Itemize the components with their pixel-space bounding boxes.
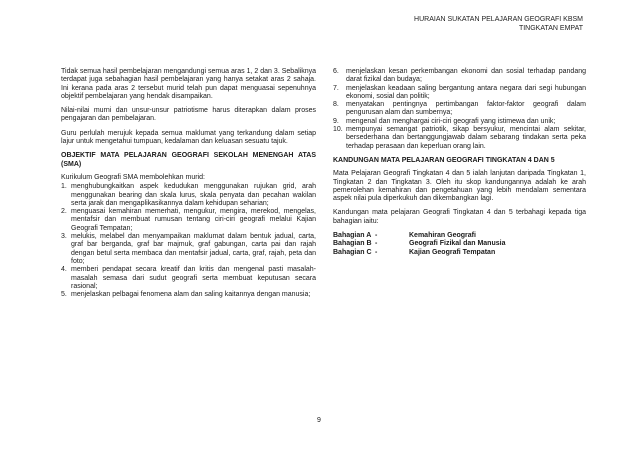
part-name: Kemahiran Geografi	[409, 232, 476, 240]
item-text: mempunyai semangat patriotik, sikap bersyukur, mencintai alam sekitar, bersederhana dan bertanggungjawab dalam sebarang tindakan serta peka terhadap perasaan dan keperluan orang lain.	[346, 126, 586, 150]
item-number: 1.	[61, 183, 67, 191]
part-row	[333, 232, 586, 240]
objective-list-continued	[333, 68, 586, 151]
list-item	[61, 208, 316, 233]
list-item	[333, 85, 586, 102]
item-number: 3.	[61, 233, 67, 241]
item-text: menjelaskan kesan perkembangan ekonomi dan sosial terhadap pandang darat fizikal dan budaya;	[346, 68, 586, 84]
paragraph: Tidak semua hasil pembelajaran mengandungi semua aras 1, 2 dan 3. Sebaliknya terdapat juga sebahagian hasil pembelajaran yang hanya setakat aras 2 sahaja. Ini kerana pada aras 2 tersebut murid telah pun dapat menguasai sepenuhnya objektif pembelajaran yang hendak disampaikan.	[61, 68, 316, 100]
list-item	[333, 68, 586, 85]
item-text: menjelaskan pelbagai fenomena alam dan saling kaitannya dengan manusia;	[71, 291, 311, 299]
left-column	[61, 68, 316, 305]
paragraph: Guru perlulah merujuk kepada semua maklumat yang terkandung dalam setiap lajur untuk mengetahui tumpuan, kedalaman dan keluasan sesuatu tajuk.	[61, 129, 316, 146]
part-dash: -	[375, 232, 378, 240]
objective-list	[61, 183, 316, 299]
list-item	[333, 101, 586, 118]
item-text: melukis, melabel dan menyampaikan maklumat dalam bentuk jadual, carta, graf bar berganda, graf bar majmuk, graf gabungan, carta pai dan rajah dengan betul serta membaca dan mentafsir jadual, carta, graf, rajah, peta dan foto;	[71, 233, 316, 265]
list-item	[333, 118, 586, 126]
item-text: menyatakan pentingnya pertimbangan faktor-faktor geografi dalam pengurusan alam dan sumbernya;	[346, 101, 586, 117]
item-text: menjelaskan keadaan saling bergantung antara negara dari segi hubungan ekonomi, sosial dan politik;	[346, 84, 586, 100]
item-number: 6.	[333, 68, 339, 75]
parts-list	[333, 232, 586, 257]
list-item	[61, 266, 316, 291]
item-text: memberi pendapat secara kreatif dan kritis dan mengenal pasti masalah-masalah semasa dari sudut geografi serta membuat keputusan secara rasional;	[71, 266, 316, 290]
header-title: HURAIAN SUKATAN PELAJARAN GEOGRAFI KBSM	[414, 16, 583, 23]
list-item	[61, 183, 316, 208]
part-label: Bahagian B	[333, 240, 372, 248]
part-dash: -	[375, 240, 378, 248]
paragraph: Kandungan mata pelajaran Geografi Tingkatan 4 dan 5 terbahagi kepada tiga bahagian iaitu:	[333, 209, 586, 225]
item-number: 7.	[333, 84, 339, 92]
page-header	[414, 16, 583, 33]
part-row	[333, 240, 586, 248]
item-number: 5.	[61, 291, 67, 299]
part-label: Bahagian A	[333, 232, 372, 240]
item-number: 4.	[61, 266, 67, 274]
paragraph: Mata Pelajaran Geografi Tingkatan 4 dan 5 ialah lanjutan daripada Tingkatan 1, Tingkatan 2 dan Tingkatan 3. Oleh itu skop kandungannya adalah ke arah pemerolehan kemahiran dan pengetahuan yang lebih mendalam sementara aspek nilai pula diperkukuh dan dikembangkan lagi.	[333, 170, 586, 203]
part-name: Kajian Geografi Tempatan	[409, 248, 496, 256]
part-row	[333, 249, 586, 257]
part-dash: -	[375, 248, 378, 256]
page-number: 9	[317, 417, 321, 424]
header-subtitle: TINGKATAN EMPAT	[518, 24, 583, 32]
part-name: Geografi Fizikal dan Manusia	[409, 240, 506, 248]
item-number: 2.	[61, 208, 67, 216]
item-text: mengenal dan menghargai ciri-ciri geografi yang istimewa dan unik;	[346, 117, 556, 125]
paragraph: Nilai-nilai murni dan unsur-unsur patriotisme harus diterapkan dalam proses pengajaran dan pembelajaran.	[61, 107, 316, 123]
item-number: 9.	[333, 117, 339, 125]
part-label: Bahagian C	[333, 248, 372, 256]
item-text: menguasai kemahiran memerhati, mengukur, mengira, merekod, mengelas, mentafsir dan membuat rumusan tentang ciri-ciri geografi melalui Kajian Geografi Tempatan;	[71, 208, 316, 232]
right-column	[333, 68, 586, 257]
section-heading: KANDUNGAN MATA PELAJARAN GEOGRAFI TINGKATAN 4 DAN 5	[333, 156, 555, 164]
list-intro: Kurikulum Geografi SMA membolehkan murid:	[61, 173, 205, 181]
list-item	[61, 291, 316, 299]
item-text: menghubungkaitkan aspek kedudukan menggunakan rujukan grid, arah menggunakan bearing dan skala lurus, skala penyata dan pecahan wakilan serta jarak dan mengaplikasikannya dalam kehidupan seharian;	[71, 183, 316, 207]
list-item	[333, 126, 586, 151]
item-number: 10.	[333, 126, 343, 134]
list-item	[61, 233, 316, 266]
item-number: 8.	[333, 101, 339, 109]
section-heading: OBJEKTIF MATA PELAJARAN GEOGRAFI SEKOLAH MENENGAH ATAS (SMA)	[61, 152, 316, 168]
